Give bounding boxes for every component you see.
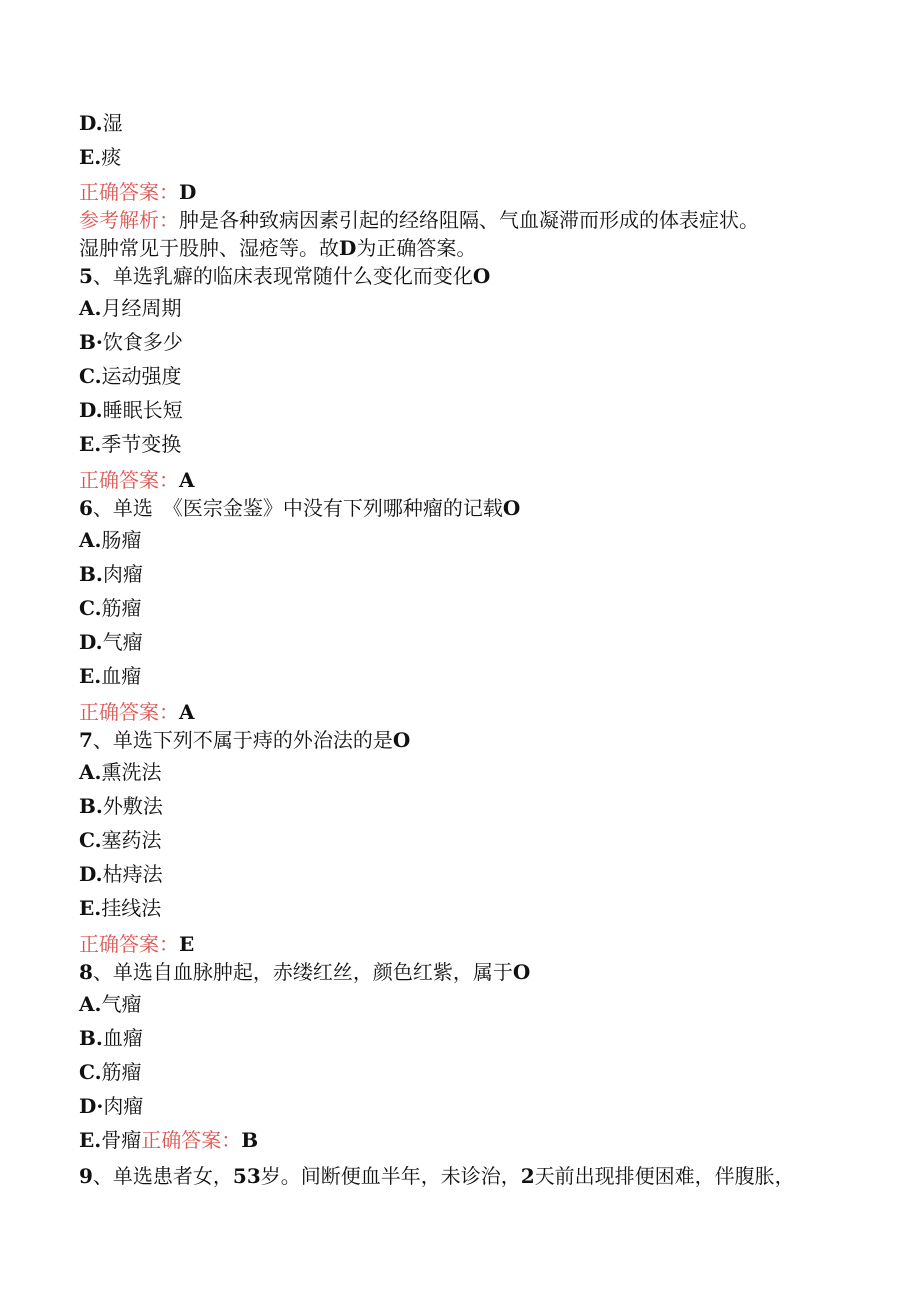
answer-line: 正确答案：D bbox=[79, 180, 197, 204]
option-line: A.气瘤 bbox=[79, 992, 142, 1016]
answer-line: 正确答案：E bbox=[79, 932, 195, 956]
analysis-line: 参考解析：肿是各种致病因素引起的经络阻隔、气血凝滞而形成的体表症状。 bbox=[79, 208, 759, 232]
option-line: C.筋瘤 bbox=[79, 596, 142, 620]
option-line: A.月经周期 bbox=[79, 296, 182, 320]
option-line: D.气瘤 bbox=[79, 630, 143, 654]
option-line: C.运动强度 bbox=[79, 364, 182, 388]
option-line: D·肉瘤 bbox=[79, 1094, 144, 1118]
question-line: 8、单选自血脉肿起，赤缕红丝，颜色红紫，属于O bbox=[79, 960, 531, 984]
option-line: B.肉瘤 bbox=[79, 562, 143, 586]
option-line: E.痰 bbox=[79, 145, 122, 169]
option-line: B·饮食多少 bbox=[79, 330, 183, 354]
answer-line: 正确答案：A bbox=[79, 700, 195, 724]
question-line: 7、单选下列不属于痔的外治法的是O bbox=[79, 728, 411, 752]
option-line: D.枯痔法 bbox=[79, 862, 163, 886]
option-line: D.睡眠长短 bbox=[79, 398, 183, 422]
answer-line: 正确答案：A bbox=[79, 468, 195, 492]
option-line: E.血瘤 bbox=[79, 664, 142, 688]
option-line: C.筋瘤 bbox=[79, 1060, 142, 1084]
option-line: E.挂线法 bbox=[79, 896, 162, 920]
option-line: B.外敷法 bbox=[79, 794, 163, 818]
option-line: A.熏洗法 bbox=[79, 760, 162, 784]
option-answer-line: E.骨瘤正确答案：B bbox=[79, 1128, 259, 1152]
question-line: 9、单选患者女，53岁。间断便血半年，未诊治，2天前出现排便困难，伴腹胀， bbox=[79, 1164, 795, 1188]
option-line: B.血瘤 bbox=[79, 1026, 143, 1050]
option-line: E.季节变换 bbox=[79, 432, 182, 456]
question-line: 5、单选乳癖的临床表现常随什么变化而变化O bbox=[79, 264, 491, 288]
analysis-line-cont: 湿肿常见于股肿、湿疮等。故D为正确答案。 bbox=[79, 236, 477, 260]
option-line: C.塞药法 bbox=[79, 828, 162, 852]
option-line: D.湿 bbox=[79, 111, 123, 135]
option-line: A.肠瘤 bbox=[79, 528, 142, 552]
question-line: 6、单选 《医宗金鉴》中没有下列哪种瘤的记载O bbox=[79, 496, 521, 520]
